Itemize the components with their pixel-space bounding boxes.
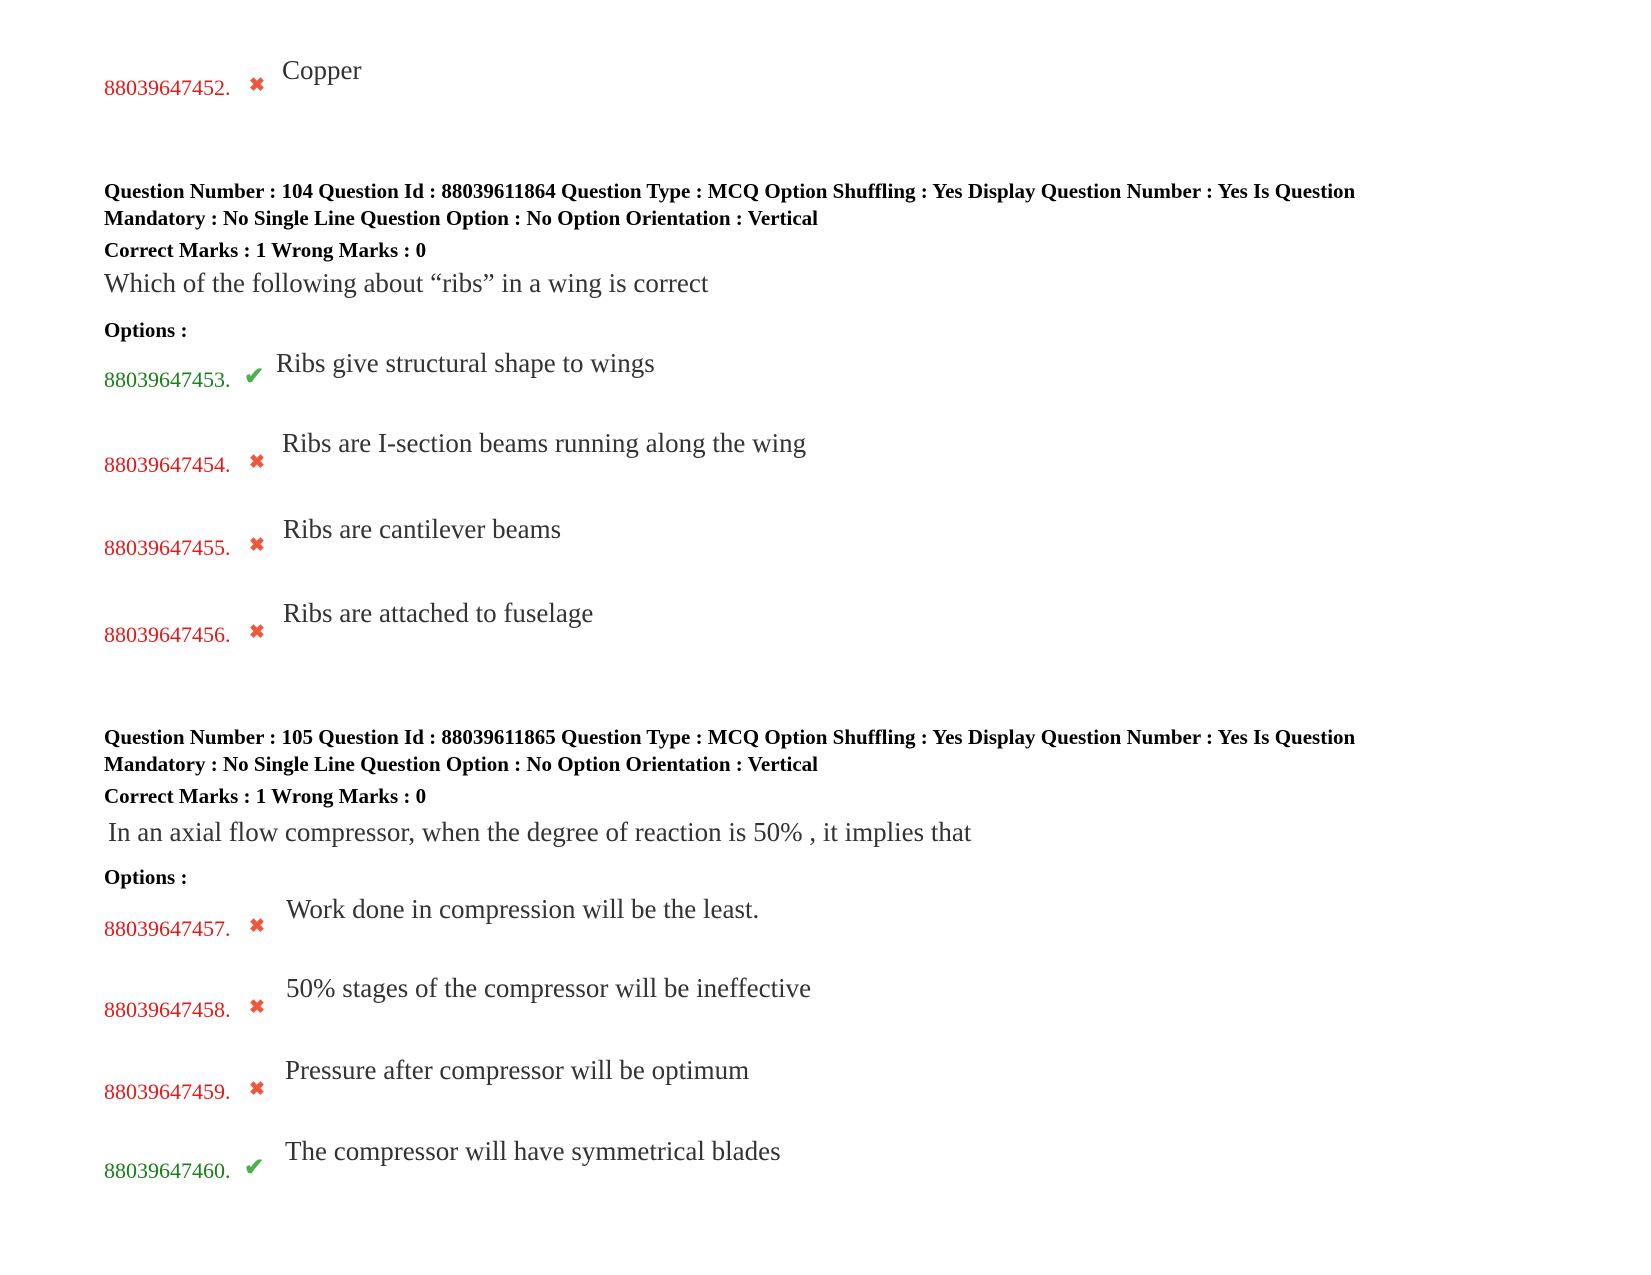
options-label: Options : bbox=[104, 318, 188, 342]
question-text: In an axial flow compressor, when the degree of reaction is 50% , it implies that bbox=[108, 817, 972, 847]
cross-icon: ✖ bbox=[249, 1079, 265, 1100]
options-label: Options : bbox=[104, 865, 188, 889]
option-id: 88039647454. bbox=[104, 452, 231, 477]
question-meta bbox=[104, 178, 1355, 232]
option-id: 88039647456. bbox=[104, 622, 231, 647]
option-text: Ribs are I-section beams running along the wing bbox=[282, 428, 807, 458]
option-text: Copper bbox=[282, 55, 362, 85]
option-id: 88039647452. bbox=[104, 75, 231, 100]
question-marks: Correct Marks : 1 Wrong Marks : 0 bbox=[104, 238, 427, 262]
question-meta-line: Question Number : 104 Question Id : 88039611864 Question Type : MCQ Option Shuffling : Yes Display Question Number : Yes Is Question bbox=[104, 179, 1356, 203]
question-meta bbox=[104, 724, 1355, 778]
cross-icon: ✖ bbox=[249, 452, 265, 473]
question-meta-line: Mandatory : No Single Line Question Option : No Option Orientation : Vertical bbox=[104, 752, 819, 776]
option-text: Ribs are cantilever beams bbox=[283, 514, 562, 544]
option-id: 88039647455. bbox=[104, 535, 231, 560]
option-id: 88039647458. bbox=[104, 997, 231, 1022]
option-text: Pressure after compressor will be optimum bbox=[285, 1055, 750, 1085]
option-text: Ribs are attached to fuselage bbox=[283, 598, 594, 628]
option-text: Ribs give structural shape to wings bbox=[276, 348, 655, 378]
question-meta-line: Mandatory : No Single Line Question Option : No Option Orientation : Vertical bbox=[104, 206, 819, 230]
question-marks: Correct Marks : 1 Wrong Marks : 0 bbox=[104, 784, 427, 808]
option-text: Work done in compression will be the least. bbox=[286, 894, 760, 924]
cross-icon: ✖ bbox=[249, 916, 265, 937]
option-text: 50% stages of the compressor will be ineffective bbox=[286, 973, 812, 1003]
question-meta-line: Question Number : 105 Question Id : 88039611865 Question Type : MCQ Option Shuffling : Yes Display Question Number : Yes Is Question bbox=[104, 725, 1356, 749]
checkmark-icon: ✔ bbox=[244, 1155, 265, 1181]
option-id: 88039647453. bbox=[104, 367, 231, 392]
option-text: The compressor will have symmetrical blades bbox=[285, 1136, 781, 1166]
question-text: Which of the following about “ribs” in a wing is correct bbox=[104, 268, 709, 298]
cross-icon: ✖ bbox=[249, 535, 265, 556]
cross-icon: ✖ bbox=[249, 622, 265, 643]
option-id: 88039647457. bbox=[104, 916, 231, 941]
cross-icon: ✖ bbox=[249, 997, 265, 1018]
option-id: 88039647459. bbox=[104, 1079, 231, 1104]
checkmark-icon: ✔ bbox=[244, 364, 265, 390]
cross-icon: ✖ bbox=[249, 75, 265, 96]
option-id: 88039647460. bbox=[104, 1158, 231, 1183]
